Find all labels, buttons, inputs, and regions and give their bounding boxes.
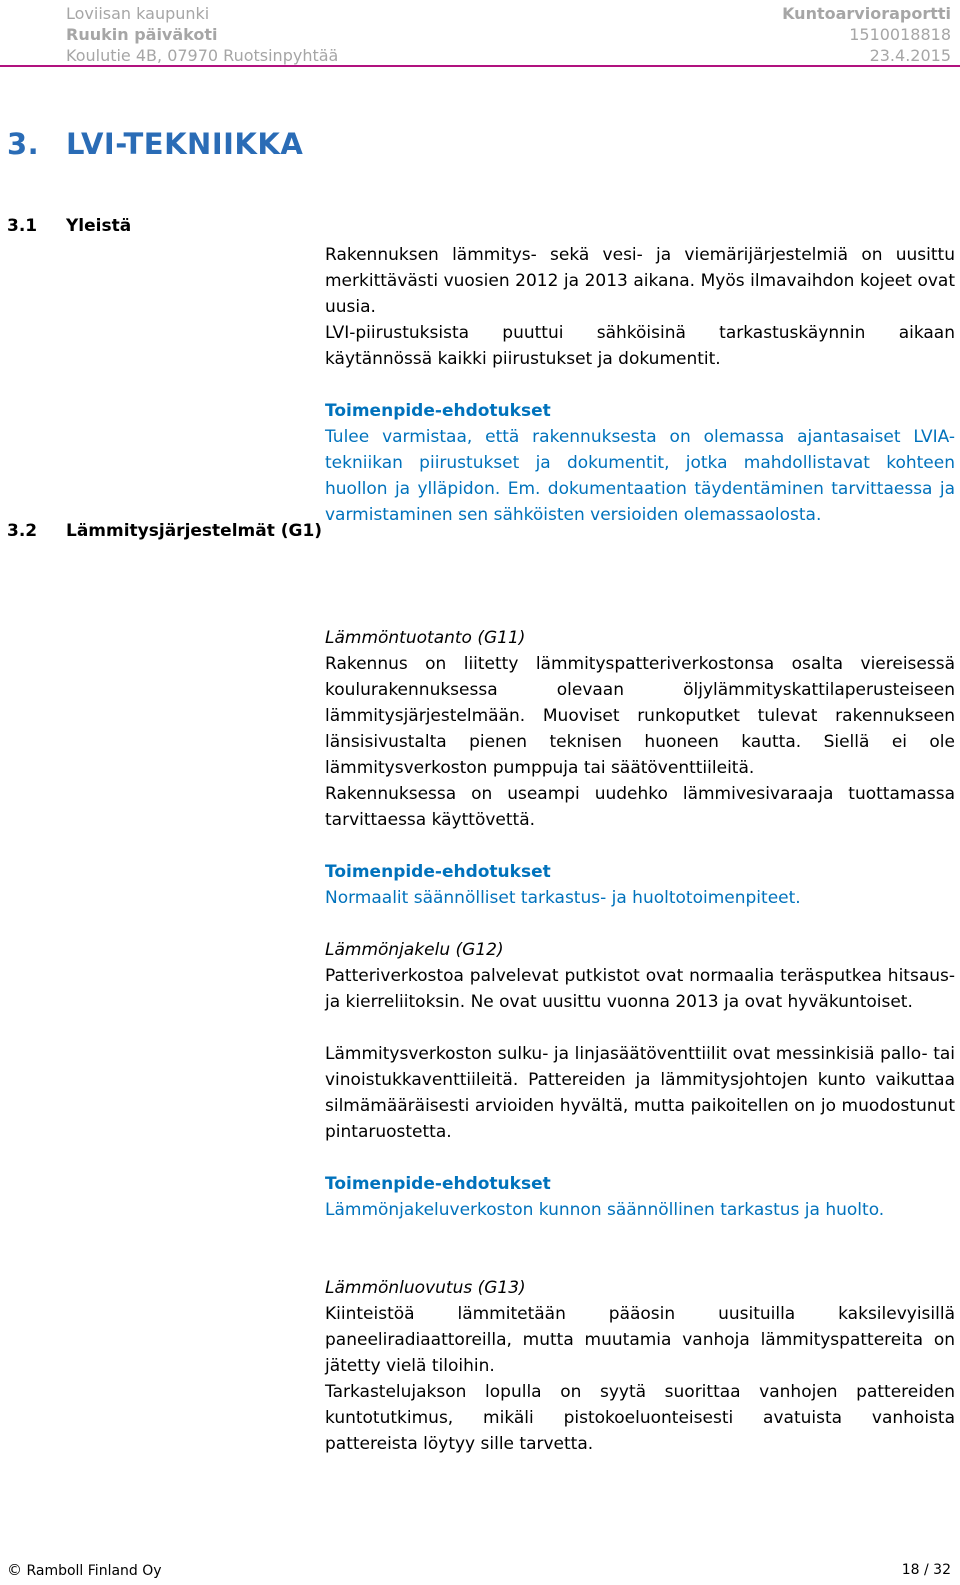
- general-body: [325, 242, 955, 528]
- header-project: Ruukin päiväkoti: [66, 25, 218, 44]
- g11-title: Lämmöntuotanto (G11): [325, 628, 526, 648]
- section-heading: [7, 127, 303, 161]
- paragraph: Rakennus on liitetty lämmityspatteriverkostonsa osalta viereisessä koulurakennuksessa olevaan öljylämmityskattilaperusteiseen lämmitysjärjestelmään. Muoviset runkoputket tulevat rakennukseen länsisivustalta pienen teknisen huoneen kautta. Siellä ei ole lämmitysverkoston pumppuja tai säätöventtiileitä.: [325, 654, 955, 778]
- g12-title: Lämmönjakelu (G12): [325, 940, 504, 960]
- header-report-type: Kuntoarvioraportti: [782, 4, 951, 23]
- header-address: Koulutie 4B, 07970 Ruotsinpyhtää: [66, 46, 339, 65]
- actions-text: Tulee varmistaa, että rakennuksesta on olemassa ajantasaiset LVIA-tekniikan piirustukset ja dokumentit, jotka mahdollistavat kohteen huollon ja ylläpidon. Em. dokumentaation täydentäminen tarvittaessa ja varmistaminen sen sähköisten versioiden olemassaolosta.: [325, 427, 955, 525]
- section-title: LVI-TEKNIIKKA: [66, 127, 304, 161]
- actions-text: Lämmönjakeluverkoston kunnon säännöllinen tarkastus ja huolto.: [325, 1200, 885, 1220]
- section-number: 3.: [7, 127, 40, 161]
- subsection-number: 3.2: [7, 521, 38, 541]
- page-number: 18 / 32: [901, 1562, 951, 1578]
- paragraph: Lämmitysverkoston sulku- ja linjasäätöventtiilit ovat messinkisiä pallo- tai vinoistukkaventtiileitä. Pattereiden ja lämmitysjohtojen kunto vaikuttaa silmämääräisesti arvioiden hyvältä, mutta paikoitellen on jo muodostunut pintaruostetta.: [325, 1044, 955, 1142]
- subsection-heading-general: [7, 216, 131, 236]
- header-city: Loviisan kaupunki: [66, 4, 210, 23]
- g13-title: Lämmönluovutus (G13): [325, 1278, 526, 1298]
- subsection-title: Lämmitysjärjestelmät (G1): [66, 521, 323, 541]
- company-name: Ramboll Finland Oy: [26, 1563, 162, 1579]
- subsection-title: Yleistä: [66, 216, 132, 236]
- paragraph: Patteriverkostoa palvelevat putkistot ovat normaalia teräsputkea hitsaus- ja kierreliitoksin. Ne ovat uusittu vuonna 2013 ja ovat hyväkuntoiset.: [325, 966, 955, 1012]
- heating-body: [325, 625, 955, 1457]
- copyright-icon: ©: [7, 1561, 22, 1579]
- actions-heading: Toimenpide-ehdotukset: [325, 862, 551, 882]
- actions-heading: Toimenpide-ehdotukset: [325, 401, 551, 421]
- paragraph: Tarkastelujakson lopulla on syytä suorittaa vanhojen pattereiden kuntotutkimus, mikäli pistokoeluonteisesti avatuista vanhoista pattereista löytyy sille tarvetta.: [325, 1382, 955, 1454]
- paragraph: Rakennuksessa on useampi uudehko lämmivesivaraaja tuottamassa tarvittaessa käyttövettä.: [325, 784, 955, 830]
- paragraph: LVI-piirustuksista puuttui sähköisinä tarkastuskäynnin aikaan käytännössä kaikki piirustukset ja dokumentit.: [325, 323, 955, 369]
- subsection-heading-heating: [7, 521, 322, 541]
- header-left: [66, 3, 338, 66]
- header-project-number: 1510018818: [849, 25, 951, 44]
- paragraph: Kiinteistöä lämmitetään pääosin uusituilla kaksilevyisillä paneeliradiaattoreilla, mutta muutamia vanhoja lämmityspattereita on jätetty vielä tiloihin.: [325, 1304, 955, 1376]
- actions-heading: Toimenpide-ehdotukset: [325, 1174, 551, 1194]
- subsection-number: 3.1: [7, 216, 38, 236]
- header-date: 23.4.2015: [869, 46, 951, 65]
- header-right: [782, 3, 951, 66]
- footer-company: [7, 1561, 162, 1580]
- paragraph: Rakennuksen lämmitys- sekä vesi- ja viemärijärjestelmiä on uusittu merkittävästi vuosien 2012 ja 2013 aikana. Myös ilmavaihdon kojeet ovat uusia.: [325, 245, 955, 317]
- actions-text: Normaalit säännölliset tarkastus- ja huoltotoimenpiteet.: [325, 888, 801, 908]
- header-divider: [0, 65, 960, 67]
